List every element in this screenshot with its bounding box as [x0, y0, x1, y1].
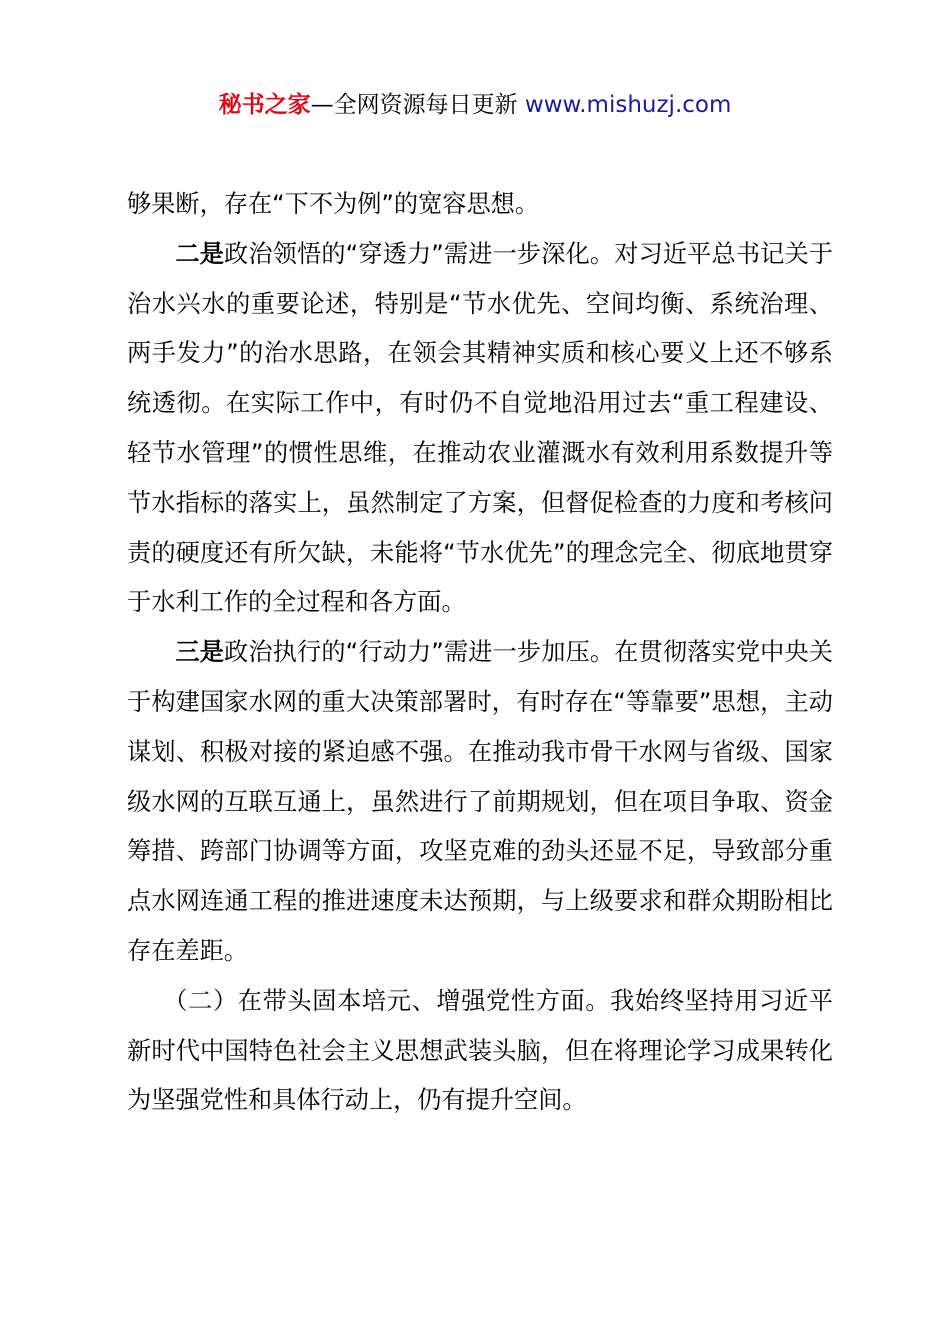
paragraph-text: （二）在带头固本培元、增强党性方面。我始终坚持用习近平新时代中国特色社会主义思想武装头脑，但在将理论学习成果转化为坚强党性和具体行动上，仍有提升空间。: [127, 986, 833, 1115]
paragraph-text: 政治领悟的“穿透力”需进一步深化。对习近平总书记关于治水兴水的重要论述，特别是“节水优先、空间均衡、系统治理、两手发力”的治水思路，在领会其精神实质和核心要义上还不够系统透彻。在实际工作中，有时仍不自觉地沿用过去“重工程建设、轻节水管理”的惯性思维，在推动农业灌溉水有效利用系数提升等节水指标的落实上，虽然制定了方案，但督促检查的力度和考核问责的硬度还有所欠缺，未能将“节水优先”的理念完全、彻底地贯穿于水利工作的全过程和各方面。: [127, 239, 833, 617]
document-body: [127, 180, 833, 1126]
paragraph-continued: [127, 180, 833, 230]
page-header: [0, 88, 950, 122]
paragraph-lead: 二是: [175, 239, 225, 268]
paragraph-section-two: [127, 977, 833, 1126]
brand-name: 秘书之家: [218, 92, 311, 118]
paragraph-text: 够果断，存在“下不为例”的宽容思想。: [127, 190, 540, 218]
paragraph-three: [127, 628, 833, 977]
paragraph-text: 政治执行的“行动力”需进一步加压。在贯彻落实党中央关于构建国家水网的重大决策部署时，有时存在“等靠要”思想，主动谋划、积极对接的紧迫感不强。在推动我市骨干水网与省级、国家级水网的互联互通上，虽然进行了前期规划，但在项目争取、资金筹措、跨部门协调等方面，攻坚克难的劲头还显不足，导致部分重点水网连通工程的推进速度未达预期，与上级要求和群众期盼相比存在差距。: [127, 638, 833, 965]
site-url-link[interactable]: www.mishuzj.com: [524, 92, 732, 118]
header-slogan: —全网资源每日更新: [310, 92, 525, 118]
paragraph-two: [127, 230, 833, 628]
paragraph-lead: 三是: [175, 638, 225, 667]
